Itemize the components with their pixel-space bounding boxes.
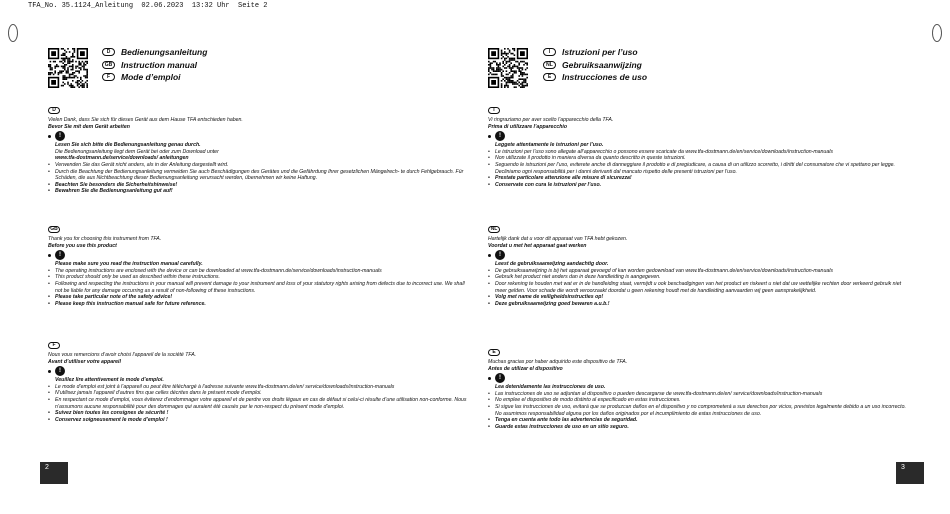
bullet-dot	[488, 377, 491, 380]
section-f	[48, 342, 468, 423]
warning-icon: !	[55, 131, 65, 141]
bullet-item: • Following and respecting the instructions in your manual will prevent damage to your instrument and loss of your statutory rights arising from defects due to incorrect use. We shall not be liable for any damage occurring as a result of non-following of these instructions.	[48, 281, 468, 294]
section-i	[488, 107, 906, 188]
section-intro-heading: Antes de utilizar el dispositivo	[488, 365, 563, 372]
warning-icon: !	[55, 366, 65, 376]
warning-row	[488, 373, 906, 383]
bullet-item: • Durch die Beachtung der Bedienungsanleitung vermeiden Sie auch Beschädigungen des Gerätes und die Gefährdung Ihrer gesetzlichen Mängelrech- te durch Fehlgebrauch. Für Schäden, die aus Nichtbeachtung dieser Bedienungsanleitung verursacht werden, übernehmen wir keine Haftung.	[48, 169, 468, 182]
language-row	[543, 46, 647, 58]
qr-code-right	[488, 48, 528, 88]
crop-mark-top-right	[932, 24, 942, 42]
bullet-item: • Please take particular note of the safety advice!	[48, 294, 468, 301]
warning-icon: !	[495, 131, 505, 141]
bullet-dot	[488, 135, 491, 138]
bullet-item: • No emplee el dispositivo de modo distinto al especificado en estas instrucciones.	[488, 397, 906, 404]
crop-mark-top-left	[8, 24, 18, 42]
warning-icon: !	[495, 373, 505, 383]
section-lead: Leggete attentamente le istruzioni per l’uso.	[495, 142, 604, 149]
bullet-item: • Deze gebruiksaanwijzing goed bewaren a.u.b.!	[488, 301, 906, 308]
bullet-item: • Suivez bien toutes les consignes de sécurité !	[48, 410, 468, 417]
bullet-item: • Si sigue las instrucciones de uso, evitará que se produzcan daños en el dispositivo y no comprometerá a sus derechos por vicios, previstos legalmente debido a un uso incorrecto. No asumimos responsabilidad alguna por los daños originados por el incumplimiento de estas instrucciones de uso.	[488, 404, 906, 417]
section-badge: F	[48, 342, 60, 349]
bullet-item: • En respectant ce mode d’emploi, vous éviterez d’endommager votre appareil et de perdre vos droits légaux en cas de défaut si celui-ci résulte d’une utilisation non-conforme. Nous n’assumons aucune responsabilité pour des dommages qui auraient été causés par le non-respect du présent mode d’emploi.	[48, 397, 468, 410]
language-row	[102, 46, 207, 58]
section-nl	[488, 226, 906, 307]
section-url: www.tfa-dostmann.de/service/downloads/ anleitungen	[55, 155, 189, 162]
bullet-item: • Tenga en cuenta ante todo las advertencias de seguridad.	[488, 417, 906, 424]
language-badge: NL	[543, 61, 556, 69]
bullet-item: • Door rekening te houden met wat er in de handleiding staat, vermijdt u ook beschadigingen van het product en riskeert u niet dat uw wettelijke rechten door verkeerd gebruik niet meer gelden. Voor schade die wordt veroorzaakt doordat u geen rekening houdt met de handleiding aanvaarden wij geen aansprakelijkheid.	[488, 281, 906, 294]
warning-row	[488, 250, 906, 260]
section-badge: D	[48, 107, 60, 114]
language-title: Gebruiksaanwijzing	[562, 59, 642, 70]
bullet-item: • This product should only be used as described within these instructions.	[48, 274, 468, 281]
bullet-dot	[48, 135, 51, 138]
section-lead: Lesen Sie sich bitte die Bedienungsanleitung genau durch.	[55, 142, 201, 149]
language-badge: F	[102, 73, 115, 81]
section-intro: Nous vous remercions d’avoir choisi l’appareil de la société TFA.	[48, 352, 197, 358]
language-title: Istruzioni per l’uso	[562, 47, 638, 57]
bullet-item: • Non utilizzate il prodotto in maniera diversa da quanto descritto in queste istruzioni.	[488, 155, 906, 162]
section-bullets	[488, 268, 906, 308]
language-list-right	[543, 46, 647, 84]
section-lead: Please make sure you read the instruction manual carefully.	[55, 261, 203, 268]
section-intro: Thank you for choosing this instrument from TFA.	[48, 236, 162, 242]
section-d	[48, 107, 468, 195]
language-row	[543, 71, 647, 83]
section-line: Die Bedienungsanleitung liegt dem Gerät bei oder zum Download unter	[55, 148, 219, 155]
bullet-item: • Please keep this instruction manual safe for future reference.	[48, 301, 468, 308]
bullet-dot	[48, 254, 51, 257]
warning-row	[48, 131, 468, 141]
section-intro-heading: Before you use this product	[48, 242, 117, 249]
section-lead: Lea detenidamente las instrucciones de uso.	[495, 384, 606, 391]
section-lead: Veuillez lire attentivement le mode d’emploi.	[55, 377, 164, 384]
bullet-item: • De gebruiksaanwijzing is bij het apparaat gevoegd of kan worden gedownload van www.tfa-dostmann.de/en/service/downloads/instruction-manuals	[488, 268, 906, 275]
bullet-item: • Guarde estas instrucciones de uso en un sitio seguro.	[488, 424, 906, 431]
section-e	[488, 349, 906, 430]
language-title: Mode d’emploi	[121, 72, 181, 82]
language-badge: GB	[102, 61, 115, 69]
language-row	[543, 59, 647, 71]
section-bullets	[48, 162, 468, 195]
section-intro: Vielen Dank, dass Sie sich für dieses Gerät aus dem Hause TFA entschieden haben.	[48, 117, 243, 123]
section-intro-heading: Prima di utilizzare l’apparecchio	[488, 123, 567, 130]
print-header: TFA_No. 35.1124_Anleitung 02.06.2023 13:32 Uhr Seite 2	[28, 2, 268, 10]
bullet-item: • Le istruzioni per l’uso sono allegate all’apparecchio o possono essere scaricate da www.tfa-dostmann.de/en/service/downloads/instruction-manuals	[488, 149, 906, 156]
section-intro: Hartelijk dank dat u voor dit apparaat van TFA hebt gekozen.	[488, 236, 628, 242]
warning-row	[48, 366, 468, 376]
section-bullets	[488, 391, 906, 431]
section-bullets	[488, 149, 906, 189]
bullet-item: • Beachten Sie besonders die Sicherheitshinweise!	[48, 182, 468, 189]
page-number-left: 2	[40, 462, 68, 484]
bullet-item: • Volg met name de veiligheidsinstructies op!	[488, 294, 906, 301]
bullet-item: • Gebruik het product niet anders dan in deze handleiding is aangegeven.	[488, 274, 906, 281]
section-intro-heading: Avant d’utiliser votre appareil	[48, 358, 121, 365]
language-title: Bedienungsanleitung	[121, 47, 208, 57]
bullet-item: • Conservate con cura le istruzioni per l’uso.	[488, 182, 906, 189]
section-bullets	[48, 384, 468, 424]
language-list-left	[102, 46, 207, 84]
warning-row	[48, 250, 468, 260]
language-title: Instruction manual	[121, 59, 198, 70]
language-row	[102, 59, 207, 71]
section-badge: E	[488, 349, 500, 356]
section-badge: I	[488, 107, 500, 114]
section-badge: NL	[488, 226, 500, 233]
section-gb	[48, 226, 468, 307]
bullet-item: • N’utilisez jamais l’appareil d’autres fins que celles décrites dans le présent mode d’emploi.	[48, 390, 468, 397]
bullet-item: • The operating instructions are enclosed with the device or can be downloaded at www.tfa-dostmann.de/service/downloads/instruction-manuals	[48, 268, 468, 275]
section-bullets	[48, 268, 468, 308]
bullet-item: • Bewahren Sie die Bedienungsanleitung gut auf!	[48, 188, 468, 195]
qr-code-left	[48, 48, 88, 88]
warning-icon: !	[495, 250, 505, 260]
section-intro-heading: Voordat u met het apparaat gaat werken	[488, 242, 587, 249]
language-badge: D	[102, 48, 115, 56]
bullet-item: • Conservez soigneusement le mode d’emploi !	[48, 417, 468, 424]
bullet-item: • Prestate particolare attenzione alle misure di sicurezza!	[488, 175, 906, 182]
warning-row	[488, 131, 906, 141]
bullet-dot	[48, 370, 51, 373]
section-intro-heading: Bevor Sie mit dem Gerät arbeiten	[48, 123, 130, 130]
language-badge: E	[543, 73, 556, 81]
section-badge: GB	[48, 226, 60, 233]
language-row	[102, 71, 207, 83]
bullet-item: • Verwenden Sie das Gerät nicht anders, als in der Anleitung dargestellt wird.	[48, 162, 468, 169]
bullet-item: • Seguendo le istruzioni per l’uso, eviterete anche di danneggiare il prodotto e di pregiudicare, a causa di un utilizzo scorretto, i diritti del consumatore che vi spettano per legge. Decliniamo ogni responsabilità per i danni derivanti dal mancato rispetto delle presenti istruzioni per l’uso.	[488, 162, 906, 175]
section-intro: Vi ringraziamo per aver scelto l’apparecchio della TFA.	[488, 117, 614, 123]
warning-icon: !	[55, 250, 65, 260]
bullet-item: • Le mode d’emploi est joint à l’appareil ou peut être téléchargé à l’adresse suivante www.tfa-dostmann.de/en/ service/downloads/instruction-manuals	[48, 384, 468, 391]
section-intro: Muchas gracias por haber adquirido este dispositivo de TFA.	[488, 359, 628, 365]
bullet-item: • Las instrucciones de uso se adjuntan al dispositivo o pueden descargarse de www.tfa-dostmann.de/en/ service/downloads/instruction-manuals	[488, 391, 906, 398]
language-title: Instrucciones de uso	[562, 72, 648, 82]
bullet-dot	[488, 254, 491, 257]
section-lead: Leest de gebruiksaanwijzing aandachtig door.	[495, 261, 609, 268]
page-number-right: 3	[896, 462, 924, 484]
language-badge: I	[543, 48, 556, 56]
